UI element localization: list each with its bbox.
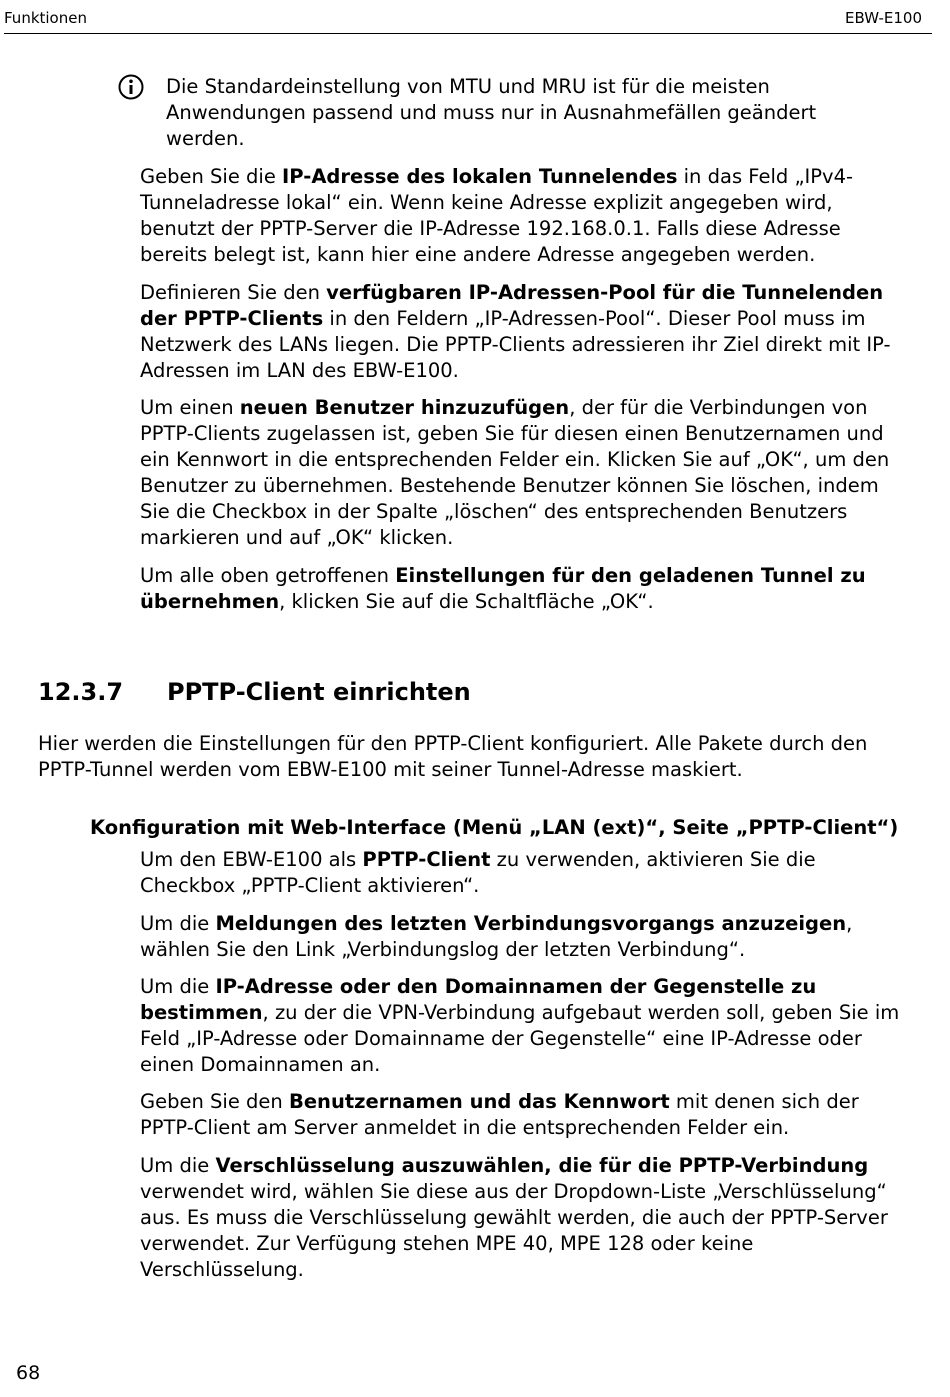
paragraph-credentials: Geben Sie den Benutzernamen und das Kennwort mit denen sich der PPTP-Client am Server anmeldet in die entsprechenden Felder ein. — [140, 1090, 859, 1139]
paragraph-add-user: Um einen neuen Benutzer hinzuzufügen, der für die Verbindungen von PPTP-Clients zugelassen ist, geben Sie für diesen einen Benutzernamen und ein Kennwort in die entsprechenden Felder ein. Klicken Sie auf „OK“, um den Benutzer zu übernehmen. Bestehende Benutzer können Sie löschen, indem Sie die Checkbox in der Spalte „löschen“ des entsprechenden Benutzers markieren und auf „OK“ klicken. — [140, 396, 890, 549]
section-title: PPTP-Client einrichten — [167, 678, 471, 706]
info-note-text: Die Standardeinstellung von MTU und MRU ist für die meisten Anwendungen passend und muss nur in Ausnahmefällen geändert werden. — [166, 75, 817, 150]
paragraph-remote-address: Um die IP-Adresse oder den Domainnamen der Gegenstelle zu bestimmen, zu der die VPN-Verbindung aufgebaut werden soll, geben Sie im Feld „IP-Adresse oder Domainname der Gegenstelle“ eine IP-Adresse oder einen Domainnamen an. — [140, 975, 900, 1076]
subheading-web-interface: Konfiguration mit Web-Interface (Menü „LAN (ext)“, Seite „PPTP-Client“) — [90, 816, 899, 839]
section-number: 12.3.7 — [38, 678, 124, 706]
header-product: EBW-E100 — [845, 9, 922, 27]
page-header — [4, 9, 932, 34]
info-icon — [118, 74, 144, 100]
paragraph-encryption: Um die Verschlüsselung auszuwählen, die für die PPTP-Verbindung verwendet wird, wählen Sie diese aus der Dropdown-Liste „Verschlüsselung“ aus. Es muss die Verschlüsselung gewählt werden, die auch der PPTP-Server verwendet. Zur Verfügung stehen MPE 40, MPE 128 oder keine Verschlüsselung. — [140, 1154, 888, 1281]
paragraph-connection-log: Um die Meldungen des letzten Verbindungsvorgangs anzuzeigen, wählen Sie den Link „Verbindungslog der letzten Verbindung“. — [140, 912, 853, 961]
info-note — [118, 74, 858, 152]
paragraph-apply-settings: Um alle oben getroffenen Einstellungen für den geladenen Tunnel zu übernehmen, klicken Sie auf die Schaltfläche „OK“. — [140, 564, 866, 613]
section-intro: Hier werden die Einstellungen für den PPTP-Client konfiguriert. Alle Pakete durch den PPTP-Tunnel werden vom EBW-E100 mit seiner Tunnel-Adresse maskiert. — [38, 732, 868, 781]
paragraph-enable-client: Um den EBW-E100 als PPTP-Client zu verwenden, aktivieren Sie die Checkbox „PPTP-Client aktivieren“. — [140, 848, 816, 897]
paragraph-ip-pool: Definieren Sie den verfügbaren IP-Adressen-Pool für die Tunnelenden der PPTP-Clients in den Feldern „IP-Adressen-Pool“. Dieser Pool muss im Netzwerk des LANs liegen. Die PPTP-Clients adressieren ihr Ziel direkt mit IP-Adressen im LAN des EBW-E100. — [140, 281, 891, 382]
paragraph-tunnel-address: Geben Sie die IP-Adresse des lokalen Tunnelendes in das Feld „IPv4-Tunneladresse lokal“ ein. Wenn keine Adresse explizit angegeben wird, benutzt der PPTP-Server die IP-Adresse 192.168.0.1. Falls diese Adresse bereits belegt ist, kann hier eine andere Adresse angegeben werden. — [140, 165, 854, 266]
page-number: 68 — [16, 1362, 41, 1384]
header-section: Funktionen — [4, 9, 87, 27]
